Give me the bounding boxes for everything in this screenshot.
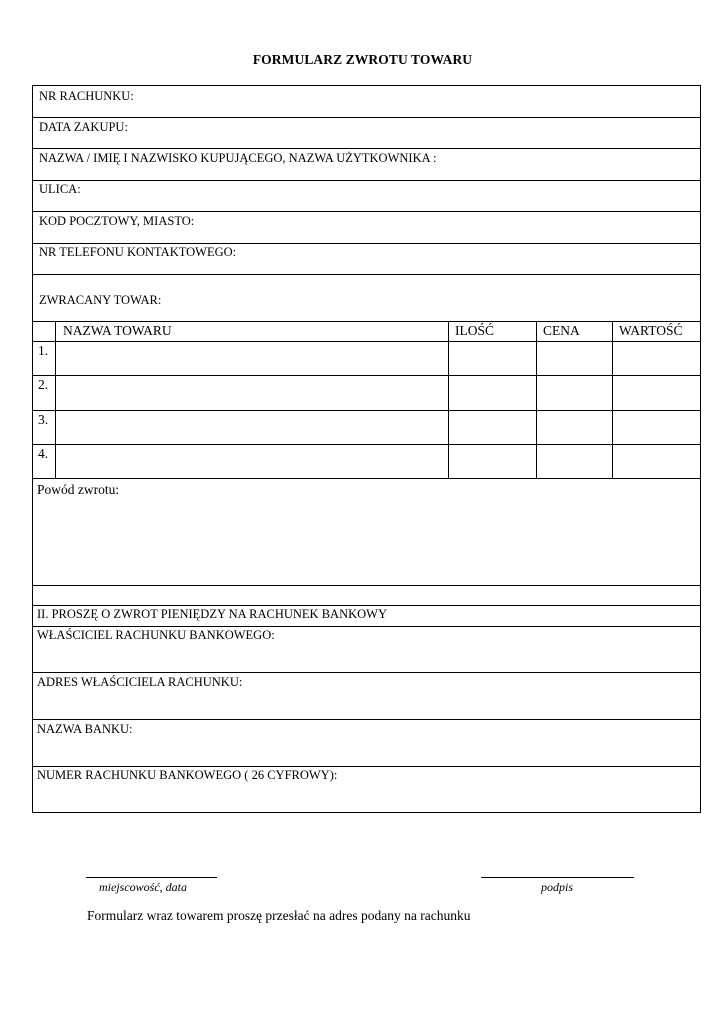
buyer-name-label: NAZWA / IMIĘ I NAZWISKO KUPUJĄCEGO, NAZWA UŻYTKOWNIKA : [39, 151, 437, 165]
return-reason-box [32, 478, 701, 606]
bank-section [32, 605, 701, 813]
return-reason-label: Powód zwrotu: [37, 482, 120, 497]
place-date-line [86, 877, 217, 878]
table-row-number: 2. [38, 377, 49, 392]
account-number-label: NUMER RACHUNKU BANKOWEGO ( 26 CYFROWY): [37, 768, 338, 782]
account-owner-label: WŁAŚCICIEL RACHUNKU BANKOWEGO: [37, 628, 275, 642]
footer-note: Formularz wraz towarem proszę przesłać na adres podany na rachunku [87, 908, 471, 923]
form-title: FORMULARZ ZWROTU TOWARU [252, 52, 473, 67]
header-value: WARTOŚĆ [619, 323, 683, 338]
table-row-number: 3. [38, 412, 49, 427]
header-goods-name: NAZWA TOWARU [63, 323, 172, 338]
purchase-date-label: DATA ZAKUPU: [39, 120, 128, 134]
table-row-number: 4. [38, 446, 49, 461]
owner-address-label: ADRES WŁAŚCICIELA RACHUNKU: [37, 675, 243, 689]
street-label: ULICA: [39, 182, 81, 196]
place-date-caption: miejscowość, data [99, 880, 187, 894]
header-quantity: ILOŚĆ [455, 323, 495, 338]
postal-city-label: KOD POCZTOWY, MIASTO: [39, 214, 195, 228]
header-price: CENA [543, 323, 580, 338]
returned-goods-label: ZWRACANY TOWAR: [39, 293, 162, 307]
table-row-number: 1. [38, 343, 49, 358]
invoice-number-label: NR RACHUNKU: [39, 89, 134, 103]
signature-line [481, 877, 634, 878]
goods-table [32, 321, 701, 479]
phone-label: NR TELEFONU KONTAKTOWEGO: [39, 245, 237, 259]
customer-section [32, 85, 701, 322]
bank-name-label: NAZWA BANKU: [37, 722, 133, 736]
bank-section-title: II. PROSZĘ O ZWROT PIENIĘDZY NA RACHUNEK BANKOWY [37, 607, 387, 621]
signature-caption: podpis [541, 880, 574, 894]
